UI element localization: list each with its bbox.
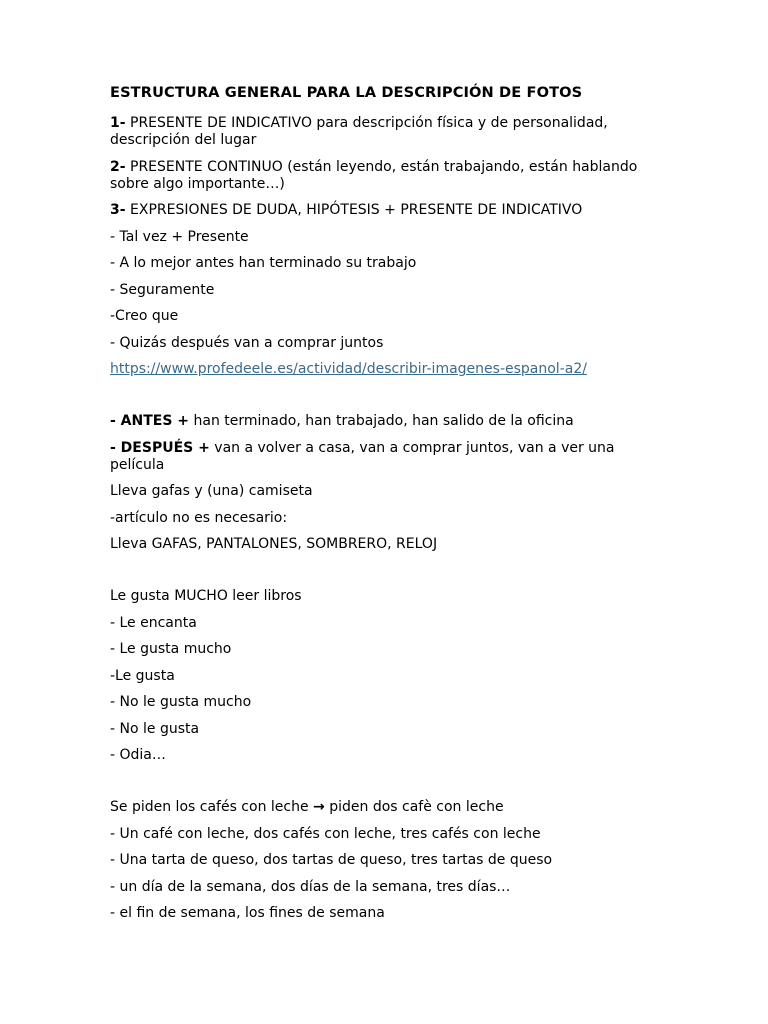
likes-item: -Le gusta	[110, 667, 175, 684]
point-number: 3-	[110, 202, 126, 218]
antes-text: han terminado, han trabajado, han salido de la oficina	[189, 413, 574, 429]
clothes-item: -artículo no es necesario:	[110, 509, 288, 526]
likes-item: - No le gusta mucho	[110, 694, 252, 710]
point-number: 1-	[110, 115, 126, 131]
likes-item: Le gusta MUCHO leer libros	[110, 588, 302, 604]
despues-text: van a volver a casa, van a comprar juntos, van a ver una película	[110, 439, 615, 473]
doubt-item: - Seguramente	[110, 281, 215, 298]
reference-link-line	[110, 361, 655, 378]
antes-label: - ANTES +	[110, 413, 190, 429]
plural-item: - un día de la semana, dos días de la semana, tres días…	[110, 878, 511, 895]
clothes-item: Lleva gafas y (una) camiseta	[110, 483, 313, 499]
plural-intro	[110, 799, 655, 816]
reference-link[interactable]: https://www.profedeele.es/actividad/describir-imagenes-espanol-a2/	[110, 361, 587, 377]
likes-item: - Odia…	[110, 747, 166, 763]
likes-item: - Le encanta	[110, 614, 197, 631]
plural-item: - Un café con leche, dos cafés con leche, tres cafés con leche	[110, 825, 541, 842]
plural-intro-after: piden dos cafè con leche	[324, 799, 504, 815]
point-1	[110, 115, 655, 149]
doubt-item: - Quizás después van a comprar juntos	[110, 334, 384, 351]
point-text: PRESENTE DE INDICATIVO para descripción física y de personalidad, descripción del lugar	[110, 115, 608, 148]
plural-item: - el fin de semana, los fines de semana	[110, 905, 385, 921]
despues-label: - DESPUÉS +	[110, 439, 210, 456]
likes-item: - Le gusta mucho	[110, 641, 232, 657]
arrow-right-icon: →	[313, 799, 325, 815]
doubt-item: - Tal vez + Presente	[110, 228, 249, 245]
doubt-item: -Creo que	[110, 308, 179, 324]
despues-line	[110, 440, 655, 474]
point-2	[110, 159, 655, 193]
plural-item: - Una tarta de queso, dos tartas de queso, tres tartas de queso	[110, 852, 553, 868]
point-text: EXPRESIONES DE DUDA, HIPÓTESIS + PRESENTE DE INDICATIVO	[125, 202, 583, 218]
point-number: 2-	[110, 158, 126, 175]
doubt-item: - A lo mejor antes han terminado su trabajo	[110, 255, 417, 271]
document-title: ESTRUCTURA GENERAL PARA LA DESCRIPCIÓN DE FOTOS	[110, 84, 583, 101]
point-text: PRESENTE CONTINUO (están leyendo, están trabajando, están hablando sobre algo importante…)	[110, 158, 638, 192]
likes-item: - No le gusta	[110, 720, 200, 737]
point-3	[110, 202, 655, 219]
clothes-item: Lleva GAFAS, PANTALONES, SOMBRERO, RELOJ	[110, 536, 438, 552]
antes-line	[110, 413, 655, 430]
document-page	[110, 84, 655, 932]
plural-intro-before: Se piden los cafés con leche	[110, 799, 314, 815]
